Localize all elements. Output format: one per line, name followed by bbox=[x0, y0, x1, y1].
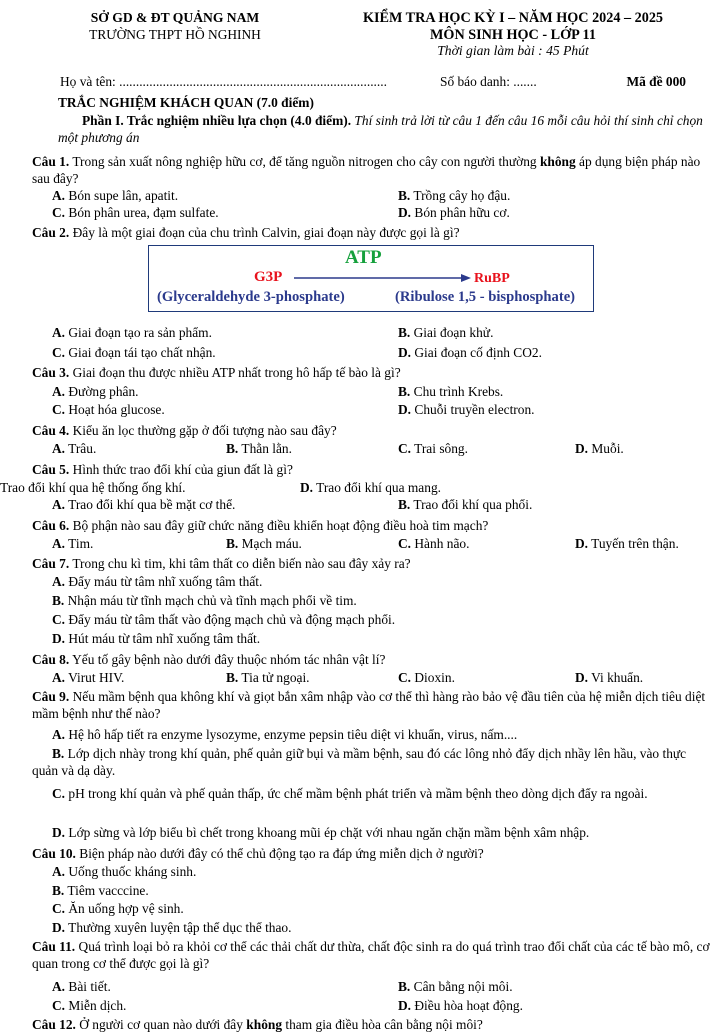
g3p-label: G3P bbox=[254, 269, 283, 285]
student-name-field: Họ và tên: ................................................................................ bbox=[60, 74, 387, 89]
question-text: Quá trình loại bỏ ra khỏi cơ thể các thải chất dư thừa, chất độc sinh ra do quá trình trao đổi chất của các tế bào mô, cơ quan trong cơ thể được gọi là gì? bbox=[32, 939, 710, 971]
question-emphasis: không bbox=[539, 154, 576, 169]
question-text: Nếu mầm bệnh qua không khí và giọt bắn xâm nhập vào cơ thể thì hàng rào bảo vệ đầu tiên của hệ miễn dịch tiêu diệt mầm bệnh như thế nào? bbox=[32, 689, 706, 721]
option-4c[interactable]: C. Trai sông. bbox=[398, 441, 468, 456]
question-emphasis: không bbox=[246, 1017, 283, 1032]
option-6d[interactable]: D. Tuyến trên thận. bbox=[575, 536, 679, 551]
option-2b[interactable]: B. Giai đoạn khử. bbox=[398, 325, 494, 340]
option-6b[interactable]: B. Mạch máu. bbox=[226, 536, 302, 551]
question-number: Câu 2. bbox=[32, 225, 70, 240]
atp-label: ATP bbox=[345, 247, 382, 268]
option-10d[interactable]: D. Thường xuyên luyện tập thể dục thể thao. bbox=[52, 920, 292, 935]
option-11b[interactable]: B. Cân bằng nội môi. bbox=[398, 979, 513, 994]
header-right bbox=[318, 10, 708, 60]
question-text: Đây là một giai đoạn của chu trình Calvin, giai đoạn này được gọi là gì? bbox=[72, 225, 460, 240]
question-text: Kiểu ăn lọc thường gặp ở đối tượng nào sau đây? bbox=[72, 423, 337, 438]
question-text: Trong chu kì tim, khi tâm thất co diễn biến nào sau đây xảy ra? bbox=[72, 556, 411, 571]
option-7a[interactable]: A. Đẩy máu từ tâm nhĩ xuống tâm thất. bbox=[52, 574, 263, 589]
question-number: Câu 9. bbox=[32, 689, 70, 704]
part1-heading: Phần I. Trắc nghiệm nhiều lựa chọn (4.0 điểm). bbox=[82, 113, 352, 128]
question-10 bbox=[32, 846, 484, 863]
question-4 bbox=[32, 423, 337, 440]
question-number: Câu 8. bbox=[32, 652, 70, 667]
option-1b[interactable]: B. Trồng cây họ đậu. bbox=[398, 188, 511, 203]
g3p-fullname: (Glyceraldehyde 3-phosphate) bbox=[157, 289, 345, 305]
section-title: TRẮC NGHIỆM KHÁCH QUAN (7.0 điểm) bbox=[58, 95, 314, 110]
header-left bbox=[60, 10, 290, 43]
option-3b[interactable]: B. Chu trình Krebs. bbox=[398, 384, 504, 399]
question-text: Trong sản xuất nông nghiệp hữu cơ, để tăng nguồn nitrogen cho cây con người thường bbox=[72, 154, 540, 169]
option-11a[interactable]: A. Bài tiết. bbox=[52, 979, 111, 994]
option-1d[interactable]: D. Bón phân hữu cơ. bbox=[398, 205, 510, 220]
option-9b[interactable]: B. Lớp dịch nhày trong khí quản, phế quản giữ bụi và mầm bệnh, sau đó các lông nhỏ đẩy dịch nhầy lên hầu, vào thực quản và dạ dày. bbox=[32, 746, 687, 778]
option-8c[interactable]: C. Dioxin. bbox=[398, 670, 455, 685]
option-9c[interactable]: C. pH trong khí quản và phế quản thấp, ức chế mầm bệnh phát triển và mầm bệnh theo dòng dịch đẩy ra ngoài. bbox=[52, 786, 648, 801]
question-9 bbox=[32, 689, 713, 722]
option-4a[interactable]: A. Trâu. bbox=[52, 441, 97, 456]
calvin-diagram bbox=[148, 245, 594, 312]
question-text: Yếu tố gây bệnh nào dưới đây thuộc nhóm tác nhân vật lí? bbox=[72, 652, 386, 667]
question-6 bbox=[32, 518, 488, 535]
option-7b[interactable]: B. Nhận máu từ tĩnh mạch chủ và tĩnh mạch phổi về tim. bbox=[52, 593, 357, 608]
option-11c[interactable]: C. Miễn dịch. bbox=[52, 998, 127, 1013]
student-id-field: Số báo danh: ....... bbox=[440, 74, 537, 89]
question-11 bbox=[32, 939, 713, 972]
rubp-fullname: (Ribulose 1,5 - bisphosphate) bbox=[395, 289, 576, 305]
option-8b[interactable]: B. Tia tử ngoại. bbox=[226, 670, 310, 685]
option-2d[interactable]: D. Giai đoạn cố định CO2. bbox=[398, 345, 542, 360]
question-text-tail: tham gia điều hòa cân bằng nội môi? bbox=[282, 1017, 483, 1032]
duration: Thời gian làm bài : 45 Phút bbox=[437, 43, 589, 59]
option-8a[interactable]: A. Virut HIV. bbox=[52, 670, 125, 685]
option-1c[interactable]: C. Bón phân urea, đạm sulfate. bbox=[52, 205, 219, 220]
option-1a[interactable]: A. Bón supe lân, apatit. bbox=[52, 188, 179, 203]
question-8 bbox=[32, 652, 385, 669]
question-number: Câu 7. bbox=[32, 556, 70, 571]
question-number: Câu 4. bbox=[32, 423, 70, 438]
option-10c[interactable]: C. Ăn uống hợp vệ sinh. bbox=[52, 901, 184, 916]
option-8d[interactable]: D. Vi khuẩn. bbox=[575, 670, 644, 685]
option-5a[interactable]: A. Trao đổi khí qua bề mặt cơ thể. bbox=[52, 497, 236, 512]
question-2 bbox=[32, 225, 460, 242]
question-text: Hình thức trao đổi khí của giun đất là gì? bbox=[72, 462, 293, 477]
question-text: Bộ phận nào sau đây giữ chức năng điều khiển hoạt động điều hoà tim mạch? bbox=[72, 518, 489, 533]
option-6a[interactable]: A. Tim. bbox=[52, 536, 94, 551]
question-1 bbox=[32, 154, 713, 187]
question-number: Câu 11. bbox=[32, 939, 76, 954]
option-3c[interactable]: C. Hoạt hóa glucose. bbox=[52, 402, 165, 417]
option-11d[interactable]: D. Điều hòa hoạt động. bbox=[398, 998, 523, 1013]
school-name: TRƯỜNG THPT HỒ NGHINH bbox=[89, 26, 261, 42]
option-5d[interactable]: D. Trao đổi khí qua mang. bbox=[300, 480, 441, 495]
option-7d[interactable]: D. Hút máu từ tâm nhĩ xuống tâm thất. bbox=[52, 631, 261, 646]
option-5-stray[interactable]: Trao đổi khí qua hệ thống ống khí. bbox=[0, 480, 186, 495]
option-9d[interactable]: D. Lớp sừng và lớp biểu bì chết trong khoang mũi ép chặt với nhau ngăn chặn mầm bệnh xâm nhập. bbox=[52, 825, 590, 840]
subject-title: MÔN SINH HỌC - LỚP 11 bbox=[430, 26, 596, 43]
option-2c[interactable]: C. Giai đoạn tái tạo chất nhận. bbox=[52, 345, 216, 360]
exam-code: Mã đề 000 bbox=[626, 74, 686, 89]
question-number: Câu 3. bbox=[32, 365, 70, 380]
question-number: Câu 6. bbox=[32, 518, 70, 533]
option-9a[interactable]: A. Hệ hô hấp tiết ra enzyme lysozyme, enzyme pepsin tiêu diệt vi khuẩn, virus, nấm.... bbox=[52, 727, 518, 742]
question-7 bbox=[32, 556, 411, 573]
option-3a[interactable]: A. Đường phân. bbox=[52, 384, 139, 399]
question-12 bbox=[32, 1017, 483, 1034]
part1-title bbox=[58, 113, 713, 146]
question-number: Câu 10. bbox=[32, 846, 76, 861]
question-number: Câu 1. bbox=[32, 154, 70, 169]
question-text: Biện pháp nào dưới đây có thể chủ động tạo ra đáp ứng miễn dịch ở người? bbox=[79, 846, 484, 861]
option-6c[interactable]: C. Hành não. bbox=[398, 536, 470, 551]
student-info-row bbox=[60, 74, 686, 91]
question-3 bbox=[32, 365, 401, 382]
question-number: Câu 5. bbox=[32, 462, 70, 477]
exam-title: KIỂM TRA HỌC KỲ I – NĂM HỌC 2024 – 2025 bbox=[362, 10, 664, 26]
question-number: Câu 12. bbox=[32, 1017, 76, 1032]
rubp-label: RuBP bbox=[474, 271, 510, 286]
option-5b[interactable]: B. Trao đổi khí qua phổi. bbox=[398, 497, 533, 512]
option-4b[interactable]: B. Thằn lằn. bbox=[226, 441, 292, 456]
option-2a[interactable]: A. Giai đoạn tạo ra sản phẩm. bbox=[52, 325, 212, 340]
option-10b[interactable]: B. Tiêm vacccine. bbox=[52, 883, 149, 898]
question-text: Ở người cơ quan nào dưới đây bbox=[79, 1017, 247, 1032]
option-4d[interactable]: D. Muỗi. bbox=[575, 441, 624, 456]
part1-instruction: Thí sinh trả lời từ câu 1 đến câu 16 mỗi câu hỏi thí sinh chỉ chọn một phương án bbox=[58, 113, 703, 145]
option-3d[interactable]: D. Chuỗi truyền electron. bbox=[398, 402, 535, 417]
question-text: Giai đoạn thu được nhiều ATP nhất trong hô hấp tế bào là gì? bbox=[72, 365, 401, 380]
option-7c[interactable]: C. Đẩy máu từ tâm thất vào động mạch chủ và động mạch phổi. bbox=[52, 612, 396, 627]
question-5 bbox=[32, 462, 293, 479]
option-10a[interactable]: A. Uống thuốc kháng sinh. bbox=[52, 864, 197, 879]
department-name: SỞ GD & ĐT QUẢNG NAM bbox=[90, 10, 260, 25]
question-text-tail: áp dụng biện pháp nào sau đây? bbox=[32, 154, 701, 186]
